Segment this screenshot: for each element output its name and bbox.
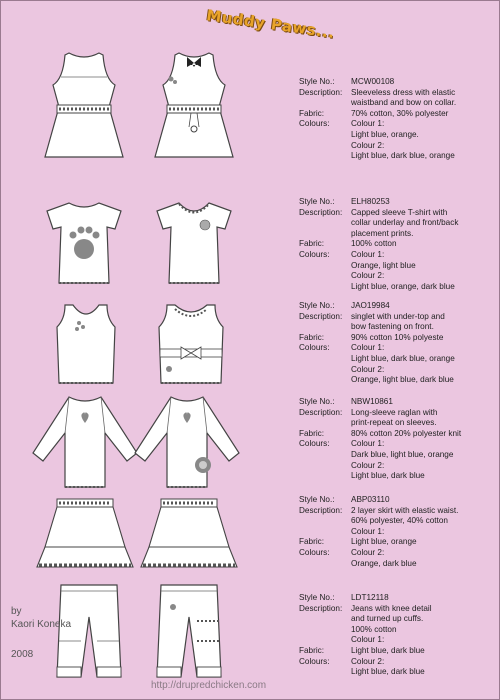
skirt-front-sketch: [33, 495, 137, 575]
dress-front-sketch: [39, 49, 129, 161]
style-number: JAO19984: [351, 301, 390, 310]
spec-block-dress: Style No.: MCW00108 Description: Sleeveless dress with elastic waistband and bow on collar. Fabric: 70% cotton, 30% polyester Colours: Colour 1: Light blue, orange. Colour 2: Light blue, dark blue, orange: [299, 77, 499, 162]
singlet-back-sketch: [153, 301, 229, 387]
fabric: Light blue, dark blue: [351, 645, 425, 655]
raglan-front-sketch: [29, 393, 141, 493]
tshirt-back-sketch: [149, 199, 239, 289]
colours: Colour 1: Light blue, dark blue, orange Colour 2: Orange, light blue, dark blue: [351, 343, 455, 385]
description: Jeans with knee detail and turned up cuffs. 100% cotton Colour 1:: [351, 603, 432, 645]
fabric: 80% cotton 20% polyester knit: [351, 428, 462, 438]
style-number: MCW00108: [351, 77, 395, 86]
fabric: Light blue, orange: [351, 537, 417, 547]
spec-block-jeans: Style No.: LDT12118 Description: Jeans with knee detail and turned up cuffs. 100% cotton Colour 1: Fabric: Light blue, dark blue Colours: Colour 2: Light blue, dark blue: [299, 593, 499, 678]
jeans-back-sketch: [151, 581, 227, 685]
description: Sleeveless dress with elastic waistband and bow on collar.: [351, 87, 457, 108]
colours: Colour 1: Dark blue, light blue, orange Colour 2: Light blue, dark blue: [351, 439, 454, 481]
collection-title: Muddy Paws...: [205, 6, 336, 42]
style-number: ELH80253: [351, 197, 390, 206]
colours: Colour 1: Orange, light blue Colour 2: Light blue, orange, dark blue: [351, 249, 455, 291]
dress-back-sketch: [149, 49, 239, 161]
style-number: NBW10861: [351, 397, 393, 406]
spec-block-skirt: Style No.: ABP03110 Description: 2 layer skirt with elastic waist. 60% polyester, 40% cotton Colour 1: Fabric: Light blue, orange Colours: Colour 2: Orange, dark blue: [299, 495, 499, 569]
colours: Colour 1: Light blue, orange. Colour 2: Light blue, dark blue, orange: [351, 119, 455, 161]
style-number: ABP03110: [351, 495, 390, 504]
colours: Colour 2: Orange, dark blue: [351, 547, 417, 568]
description: 2 layer skirt with elastic waist. 60% polyester, 40% cotton Colour 1:: [351, 505, 459, 536]
skirt-back-sketch: [137, 495, 241, 575]
singlet-front-sketch: [51, 301, 121, 387]
jeans-front-sketch: [51, 581, 127, 685]
spec-block-raglan: Style No.: NBW10861 Description: Long-sleeve raglan with print-repeat on sleeves. Fabric: 80% cotton 20% polyester knit Colours: Colour 1: Dark blue, light blue, orange Colour 2: Light blue, dark blue: [299, 397, 499, 482]
tshirt-front-sketch: [39, 199, 129, 289]
description: singlet with under-top and bow fastening on front.: [351, 311, 445, 332]
fabric: 70% cotton, 30% polyester: [351, 108, 449, 118]
style-number: LDT12118: [351, 593, 389, 602]
credit-year: 2008: [11, 649, 34, 660]
fabric: 90% cotton 10% polyeste: [351, 332, 444, 342]
raglan-back-sketch: [131, 393, 243, 493]
colours: Colour 2: Light blue, dark blue: [351, 656, 425, 677]
spec-block-singlet: Style No.: JAO19984 Description: singlet with under-top and bow fastening on front. Fabric: 90% cotton 10% polyeste Colours: Colour 1: Light blue, dark blue, orange Colour 2: Orange, light blue, dark blue: [299, 301, 499, 386]
description: Long-sleeve raglan with print-repeat on sleeves.: [351, 407, 438, 428]
spec-block-tshirt: Style No.: ELH80253 Description: Capped sleeve T-shirt with collar underlay and front/back placement prints. Fabric: 100% cotton Colours: Colour 1: Orange, light blue Colour 2: Light blue, orange, dark blue: [299, 197, 499, 292]
credit-name: Kaori Koneka: [11, 619, 72, 630]
credit-by: by: [11, 606, 22, 617]
credit-url[interactable]: http://drupredchicken.com: [151, 680, 267, 691]
description: Capped sleeve T-shirt with collar underlay and front/back placement prints.: [351, 207, 459, 238]
fabric: 100% cotton: [351, 239, 397, 249]
